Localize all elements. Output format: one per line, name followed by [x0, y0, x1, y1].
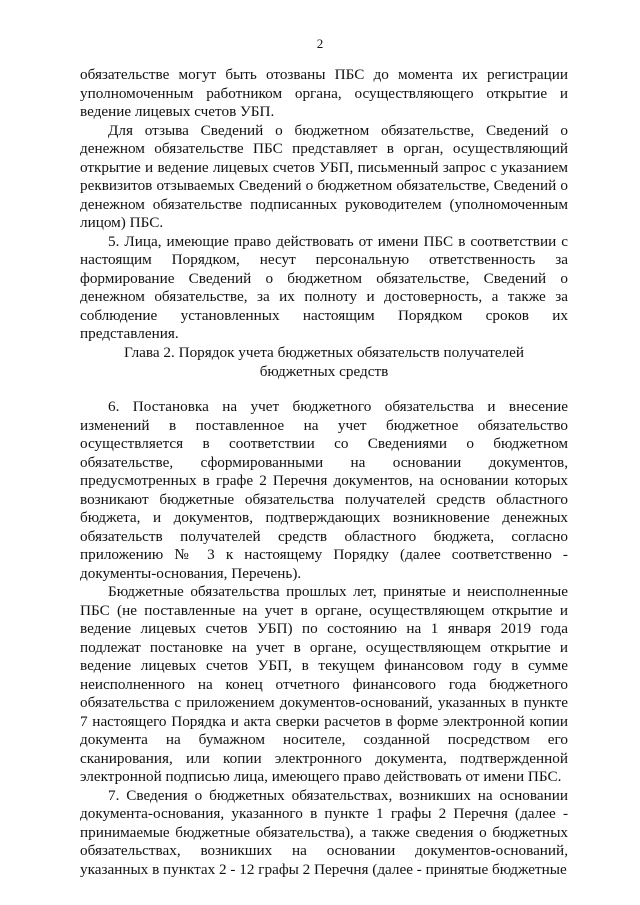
top-paragraphs	[80, 66, 568, 344]
paragraph-6-registration: 6. Постановка на учет бюджетного обязательства и внесение изменений в поставленное на учет бюджетное обязательство осуществляется в соответствии со Сведениями о бюджетном обязательстве, сформированными на основании документов, предусмотренных в графе 2 Перечня документов, на основании которых возникают бюджетные обязательства получателей средств областного бюджета, и документов, подтверждающих возникновение денежных обязательств получателей средств областного бюджета, согласно приложению № 3 к настоящему Порядку (далее соответственно - документы-основания, Перечень).	[80, 398, 568, 582]
chapter-paragraphs	[80, 398, 568, 879]
chapter-heading-line2: бюджетных средств	[259, 363, 389, 380]
paragraph-continuation: обязательстве могут быть отозваны ПБС до момента их регистрации уполномоченным работником органа, осуществляющего открытие и ведение лицевых счетов УБП.	[80, 66, 568, 120]
paragraph-withdrawal: Для отзыва Сведений о бюджетном обязательстве, Сведений о денежном обязательстве ПБС представляет в орган, осуществляющий открытие и ведение лицевых счетов УБП, письменный запрос с указанием реквизитов отзываемых Сведений о бюджетном обязательстве, Сведений о денежном обязательстве подписанных руководителем (уполномоченным лицом) ПБС.	[80, 121, 568, 231]
chapter-heading-line1: Глава 2. Порядок учета бюджетных обязательств получателей	[123, 344, 525, 361]
paragraph-5-responsibility: 5. Лица, имеющие право действовать от имени ПБС в соответствии с настоящим Порядком, несут персональную ответственность за формирование Сведений о бюджетном обязательстве, Сведений о денежном обязательстве, за их полноту и достоверность, а также за соблюдение установленных настоящим Порядком сроков их представления.	[80, 232, 568, 342]
page-number: 2	[316, 36, 324, 51]
paragraph-7-information: 7. Сведения о бюджетных обязательствах, возникших на основании документа-основания, указанного в пункте 1 графы 2 Перечня (далее - принимаемые бюджетные обязательства), а также сведения о бюджетных обязательствах, возникших на основании документов-оснований, указанных в пунктах 2 - 12 графы 2 Перечня (далее - принятые бюджетные	[80, 786, 568, 878]
paragraph-past-obligations: Бюджетные обязательства прошлых лет, принятые и неисполненные ПБС (не поставленные на учет в органе, осуществляющем открытие и ведение лицевых счетов УБП) по состоянию на 1 января 2019 года подлежат постановке на учет в органе, осуществляющем открытие и ведение лицевых счетов УБП, в текущем финансовом году в сумме неисполненного на конец отчетного финансового года бюджетного обязательства с приложением документов-оснований, указанных в пункте 7 настоящего Порядка и акта сверки расчетов в форме электронной копии документа на бумажном носителе, созданной посредством его сканирования, или копии электронного документа, подтвержденной электронной подписью лица, имеющего право действовать от имени ПБС.	[80, 583, 568, 785]
chapter-heading	[80, 343, 568, 381]
